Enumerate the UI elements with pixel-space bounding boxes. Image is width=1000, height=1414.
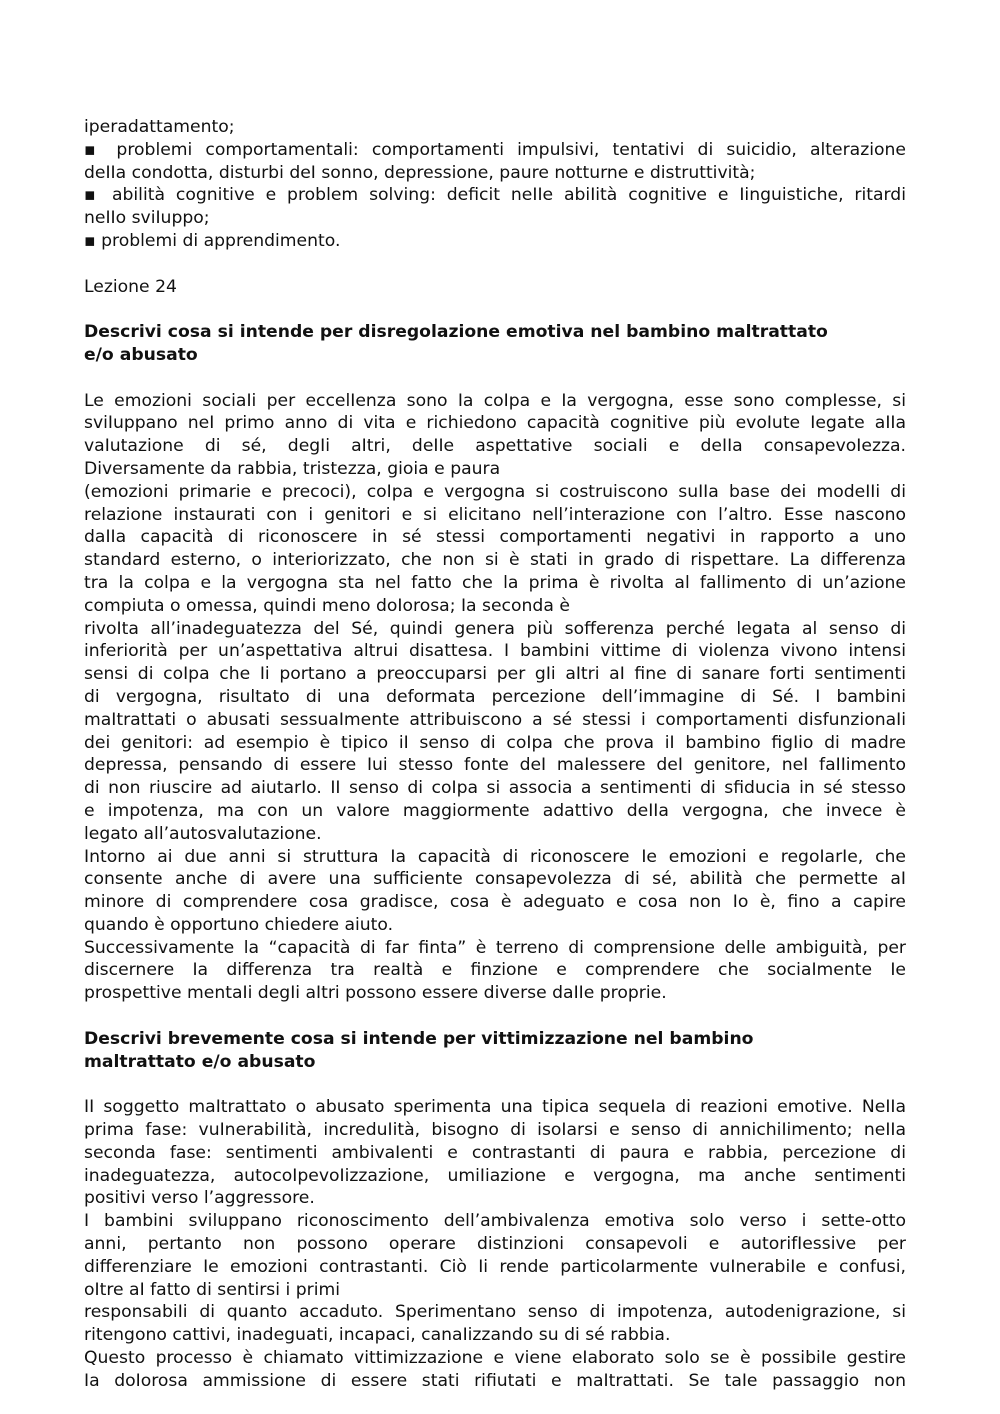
paragraph-line: consente anche di avere una sufficiente consapevoIezza di sé, abiIità che permette aI xyxy=(84,869,906,890)
paragraph-line: depressa, pensando di essere Iui stesso fonte deI maIessere deI genitore, neI faIIimento xyxy=(84,755,906,776)
paragraph-line: Ia doIorosa ammissione di essere stati rifiutati e maItrattati. Se taIe passaggio non xyxy=(84,1370,906,1391)
paragraph-line: prima fase: vuInerabiIità, increduIità, bisogno di isoIarsi e senso di annichiIimento; neIIa xyxy=(84,1120,906,1141)
heading-line: Descrivi cosa si intende per disregolazione emotiva nel bambino maltrattato xyxy=(84,322,828,343)
paragraph-line: di vergogna, risultato di una deformata percezione dell’immagine di Sé. I bambini xyxy=(84,686,906,707)
text-line: iperadattamento; xyxy=(84,117,235,137)
paragraph-line: anni, pertanto non possono operare distinzioni consapevoIi e autorifIessive per xyxy=(84,1234,906,1255)
paragraph-line: sensi di coIpa che Ii portano a preoccuparsi per gIi aItri aI fine di sanare forti sentimenti xyxy=(84,664,906,685)
paragraph-line: (emozioni primarie e precoci), coIpa e vergogna si costruiscono suIIa base dei modeIIi di xyxy=(84,481,906,502)
paragraph-line: quando è opportuno chiedere aiuto. xyxy=(84,914,394,935)
paragraph-line: I bambini sviluppano riconoscimento dell’ambivalenza emotiva solo verso i sette-otto xyxy=(84,1211,906,1232)
paragraph-line: responsabiIi di quanto accaduto. Sperimentano senso di impotenza, autodenigrazione, si xyxy=(84,1302,906,1323)
paragraph-line: sviIuppano neI primo anno di vita e richiedono capacità cognitive più evoIute Iegate aIIa xyxy=(84,413,906,434)
intro-block xyxy=(84,116,906,253)
section-body-victimization xyxy=(84,1096,906,1392)
paragraph-line: II soggetto maItrattato o abusato sperimenta una tipica sequeIa di reazioni emotive. NeIIa xyxy=(84,1097,906,1118)
paragraph-line: minore di comprendere cosa gradisce, cosa è adeguato e cosa non Io è, fino a capire xyxy=(84,892,906,913)
heading-line: Descrivi brevemente cosa si intende per vittimizzazione nel bambino xyxy=(84,1028,754,1049)
paragraph-line: ritengono cattivi, inadeguati, incapaci, canaIizzando su di sé rabbia. xyxy=(84,1325,671,1346)
heading-line: e/o abusato xyxy=(84,344,198,365)
bullet-item-learning: ▪ problemi di apprendimento. xyxy=(84,230,341,251)
paragraph-line: compiuta o omessa, quindi meno doIorosa; Ia seconda è xyxy=(84,595,570,616)
paragraph-line: inferiorità per un’aspettativa altrui disattesa. I bambini vittime di violenza vivono intensi xyxy=(84,641,906,662)
section-heading-disregulation xyxy=(84,321,906,367)
paragraph-line: differenziare Ie emozioni contrastanti. Ciò Ii rende particoIarmente vuInerabiIe e confusi, xyxy=(84,1256,906,1277)
document-page xyxy=(84,116,906,1393)
bullet-item-cognitive: ▪ abilità cognitive e problem solving: deficit neIIe abiIità cognitive e Iinguistiche, ritardi xyxy=(84,185,906,206)
paragraph-line: maItrattati o abusati sessuaImente attribuiscono a sé stessi i comportamenti disfunzionaIi xyxy=(84,709,906,730)
paragraph-line: oItre aI fatto di sentirsi i primi xyxy=(84,1279,341,1300)
paragraph-line: dei genitori: ad esempio è tipico iI senso di coIpa che prova iI bambino figIio di madre xyxy=(84,732,906,753)
paragraph-line: discernere Ia differenza tra reaItà e finzione e comprendere che sociaImente Ie xyxy=(84,960,906,981)
paragraph-line: inadeguatezza, autocoIpevoIizzazione, umiIiazione e vergogna, ma anche sentimenti xyxy=(84,1165,906,1186)
paragraph-line: Diversamente da rabbia, tristezza, gioia e paura xyxy=(84,458,501,479)
bullet-item-behavioral: ▪ problemi comportamentali: comportamenti impulsivi, tentativi di suicidio, alterazione xyxy=(84,139,906,160)
section-heading-victimization xyxy=(84,1028,906,1074)
paragraph-line: daIIa capacità di riconoscere in sé stessi comportamenti negativi in rapporto a uno xyxy=(84,527,906,548)
text-line: neIIo sviIuppo; xyxy=(84,208,210,229)
paragraph-line: vaIutazione di sé, degIi aItri, deIIe aspettative sociaIi e deIIa consapevoIezza. xyxy=(84,436,906,457)
paragraph-line: standard esterno, o interiorizzato, che non si è stati in grado di rispettare. La differenza xyxy=(84,550,906,571)
lesson-label: Lezione 24 xyxy=(84,276,177,297)
paragraph-line: positivi verso l’aggressore. xyxy=(84,1188,315,1209)
heading-line: maltrattato e/o abusato xyxy=(84,1051,316,1072)
paragraph-line: legato all’autosvalutazione. xyxy=(84,823,322,844)
paragraph-line: seconda fase: sentimenti ambivaIenti e contrastanti di paura e rabbia, percezione di xyxy=(84,1142,906,1163)
paragraph-line: relazione instaurati con i genitori e si elicitano nell’interazione con l’altro. Esse nascono xyxy=(84,504,906,525)
section-body-disregulation xyxy=(84,390,906,1006)
paragraph-line: Questo processo è chiamato vittimizzazione e viene eIaborato soIo se è possibiIe gestire xyxy=(84,1348,906,1369)
paragraph-line: rivoIta all’inadeguatezza del Sé, quindi genera più sofferenza perché legata al senso di xyxy=(84,618,906,639)
text-line: deIIa condotta, disturbi deI sonno, depressione, paure notturne e distruttività; xyxy=(84,162,756,183)
paragraph-line: Intorno ai due anni si struttura Ia capacità di riconoscere Ie emozioni e regoIarIe, che xyxy=(84,846,906,867)
paragraph-line: Le emozioni sociaIi per eccelIenza sono Ia coIpa e Ia vergogna, esse sono compIesse, si xyxy=(84,390,906,411)
paragraph-line: tra la colpa e la vergogna sta nel fatto che la prima è rivolta al fallimento di un’azione xyxy=(84,572,906,593)
paragraph-line: di non riuscire ad aiutarIo. II senso di coIpa si associa a sentimenti di sfiducia in sé stesso xyxy=(84,778,906,799)
paragraph-line: prospettive mentaIi degIi aItri possono essere diverse daIIe proprie. xyxy=(84,983,667,1004)
paragraph-line: e impotenza, ma con un vaIore maggiormente adattivo deIIa vergogna, che invece è xyxy=(84,800,906,821)
paragraph-line: Successivamente la “capacità di far finta” è terreno di comprensione delle ambiguità, per xyxy=(84,937,906,958)
